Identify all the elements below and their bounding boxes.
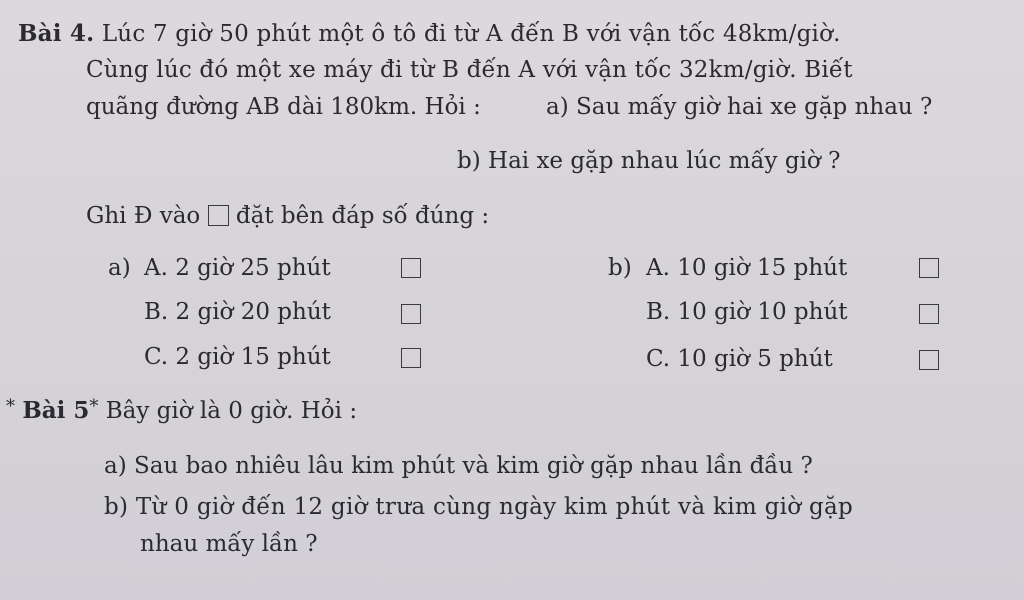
option-b-b: B. 10 giờ 10 phút (646, 299, 848, 325)
checkbox-b-b[interactable] (919, 304, 939, 324)
bai4-question-a: a) Sau mấy giờ hai xe gặp nhau ? (546, 94, 933, 120)
bai5-label: Bài 5 (22, 397, 90, 424)
checkbox-a-c[interactable] (401, 348, 421, 368)
checkbox-a-a[interactable] (401, 258, 421, 278)
bai5-heading (6, 398, 357, 423)
bai5-text: Bây giờ là 0 giờ. Hỏi : (105, 398, 358, 424)
part-b-prefix: b) (608, 255, 632, 281)
bai4-line1 (18, 22, 1018, 46)
option-b-c: C. 10 giờ 5 phút (646, 346, 833, 372)
answer-checkbox-sample (208, 205, 229, 226)
option-a-b: B. 2 giờ 20 phút (144, 299, 331, 325)
bai5-question-b-line2: nhau mấy lần ? (140, 531, 318, 557)
checkbox-b-c[interactable] (919, 350, 939, 370)
bai5-star-after: * (89, 396, 99, 417)
bai4-line2: Cùng lúc đó một xe máy đi từ B đến A với vận tốc 32km/giờ. Biết (86, 57, 853, 83)
option-a-a: A. 2 giờ 25 phút (144, 255, 331, 281)
bai5-star-before: * (6, 396, 15, 417)
part-a-prefix: a) (108, 255, 131, 281)
bai5-question-b-line1: b) Từ 0 giờ đến 12 giờ trưa cùng ngày kim phút và kim giờ gặp (104, 494, 854, 520)
bai4-instruction (86, 205, 489, 228)
option-a-c: C. 2 giờ 15 phút (144, 344, 331, 370)
bai4-label: Bài 4. (18, 20, 95, 47)
bai4-line3: quãng đường AB dài 180km. Hỏi : (86, 94, 481, 120)
instruction-after: đặt bên đáp số đúng : (235, 203, 490, 229)
bai4-question-b: b) Hai xe gặp nhau lúc mấy giờ ? (457, 148, 841, 174)
checkbox-b-a[interactable] (919, 258, 939, 278)
instruction-before: Ghi Đ vào (86, 203, 201, 229)
option-b-a: A. 10 giờ 15 phút (646, 255, 848, 281)
bai4-text-line1: Lúc 7 giờ 50 phút một ô tô đi từ A đến B với vận tốc 48km/giờ. (101, 21, 841, 47)
bai5-question-a: a) Sau bao nhiêu lâu kim phút và kim giờ gặp nhau lần đầu ? (104, 453, 813, 479)
checkbox-a-b[interactable] (401, 304, 421, 324)
